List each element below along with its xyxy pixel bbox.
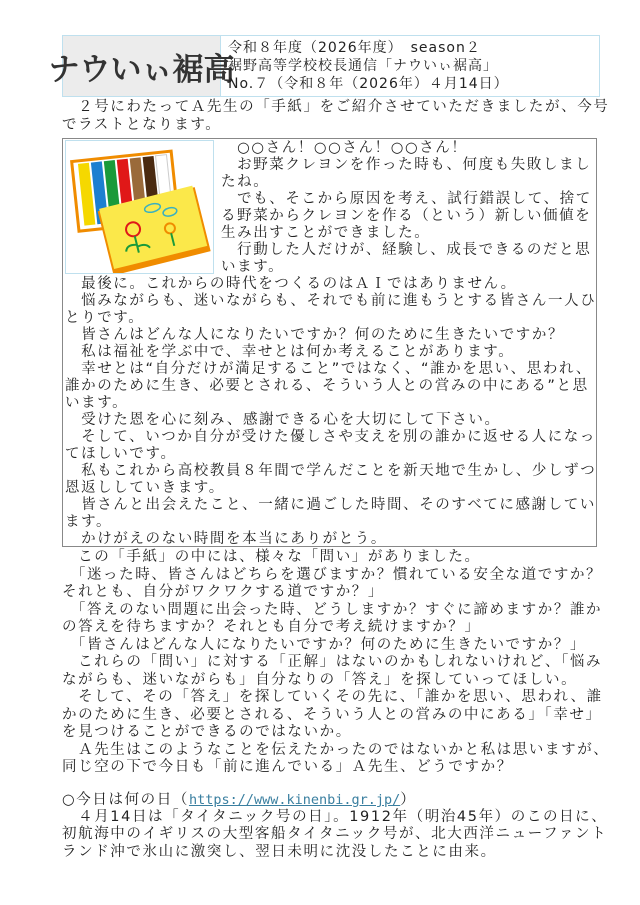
letter-line: 幸せとは“自分だけが満足すること”ではなく、“誰かを思い、思われ、 [65, 361, 593, 377]
letter-line: 私もこれから高校教員８年間で学んだことを新天地で生かし、少しずつ [65, 463, 597, 479]
today-line: ランド沖で氷山に激突し、翌日未明に沈没したことに由来。 [62, 843, 497, 860]
letter-line: てほしいです。 [65, 446, 177, 462]
body-line: 「答えのない問題に出会った時、どうしますか？すぐに諦めますか？誰か [62, 601, 603, 618]
today-heading-suffix: ） [400, 792, 417, 808]
letter-line: 生み出すことができました。 [221, 225, 431, 241]
today-line: ４月14日は「タイタニック号の日」。1912年（明治45年）のこの日に、 [62, 809, 608, 825]
body-line: の答えを待ちますか？それとも自分で考え続けますか？」 [62, 619, 481, 635]
body-line: かのために生き、必要とされる、そういう人との営みの中にある」「幸せ」 [62, 706, 602, 723]
intro-line: ２号にわたってＡ先生の「手紙」をご紹介させていただきましたが、今号 [62, 99, 610, 115]
letter-line: 悩みながらも、迷いながらも、それでも前に進もうとする皆さん一人ひ [65, 293, 597, 309]
letter-line: 受けた恩を心に刻み、感謝できる心を大切にして下さい。 [65, 412, 501, 428]
kinenbi-link[interactable]: https://www.kinenbi.gr.jp/ [188, 792, 401, 808]
today-line: 初航海中のイギリスの大型客船タイタニック号が、北大西洋ニューファント [62, 826, 608, 843]
body-line: この「手紙」の中には、様々な「問い」がありました。 [62, 549, 481, 565]
letter-line: 最後に。これからの時代をつくるのはＡＩではありません。 [65, 276, 517, 292]
header-publication-name: 裾野高等学校校長通信「ナウいぃ裾高」 [228, 58, 498, 74]
body-line: それとも、自分がワクワクする道ですか？」 [62, 584, 384, 600]
newsletter-title: ナウいぃ裾高 [48, 51, 235, 88]
header-fiscal-year: 令和８年度（2026年度） season２ [228, 40, 481, 56]
body-line: 「迷った時、皆さんはどちらを選びますか？慣れている安全な道ですか？ [62, 566, 603, 583]
letter-line: 誰かのために生き、必要とされる、そういう人との営みの中にある”と思 [65, 378, 589, 394]
letter-line: います。 [65, 395, 129, 411]
body-line: 同じ空の下で今日も「前に進んでいる」Ａ先生、どうですか？ [62, 759, 513, 775]
newsletter-title-logo [48, 36, 235, 96]
today-heading [62, 792, 416, 809]
letter-line: います。 [221, 259, 285, 275]
header-issue-number: No.７（令和８年（2026年）４月14日） [228, 76, 509, 92]
body-line: これらの「問い」に対する「正解」はないのかもしれないけれど、「悩み [62, 654, 603, 670]
letter-line: お野菜クレヨンを作った時も、何度も失敗しまし [221, 157, 592, 173]
letter-line: たね。 [221, 174, 270, 190]
letter-line: 私は福祉を学ぶ中で、幸せとは何か考えることがあります。 [65, 344, 515, 360]
crayon-illustration [65, 140, 214, 274]
body-line: Ａ先生はこのようなことを伝えたかったのではないかと私は思いますが、 [62, 741, 610, 758]
letter-line: 行動した人だけが、経験し、成長できるのだと思 [221, 242, 592, 258]
letter-line: とりです。 [65, 310, 145, 326]
letter-line: 恩返ししていきます。 [65, 480, 225, 496]
body-line: 「皆さんはどんな人になりたいですか？何のために生きたいですか？」 [62, 636, 587, 653]
body-line: そして、その「答え」を探していくその先に、「誰かを思い、思われ、誰 [62, 689, 603, 705]
letter-line: かけがえのない時間を本当にありがとう。 [65, 531, 387, 547]
letter-line: そして、いつか自分が受けた優しさや支えを別の誰かに返せる人になっ [65, 429, 597, 445]
body-line: ながらも、迷いながらも」自分なりの「答え」を探していってほしい。 [62, 671, 578, 688]
newsletter-header [48, 35, 600, 97]
letter-line: 皆さんはどんな人になりたいですか？何のために生きたいですか？ [65, 327, 565, 343]
letter-line: でも、そこから原因を考え、試行錯誤して、捨て [221, 191, 592, 207]
letter-line: 皆さんと出会えたこと、一緒に過ごした時間、そのすべてに感謝してい [65, 497, 597, 513]
letter-line: ○○さん！○○さん！○○さん！ [221, 140, 468, 156]
letter-line: る野菜からクレヨンを作る（という）新しい価値を [221, 208, 592, 224]
intro-line: でラストとなります。 [62, 116, 222, 133]
body-line: を見つけることができるのではないか。 [62, 724, 352, 740]
today-heading-prefix: ○今日は何の日（ [62, 792, 189, 808]
letter-line: ます。 [65, 514, 113, 530]
